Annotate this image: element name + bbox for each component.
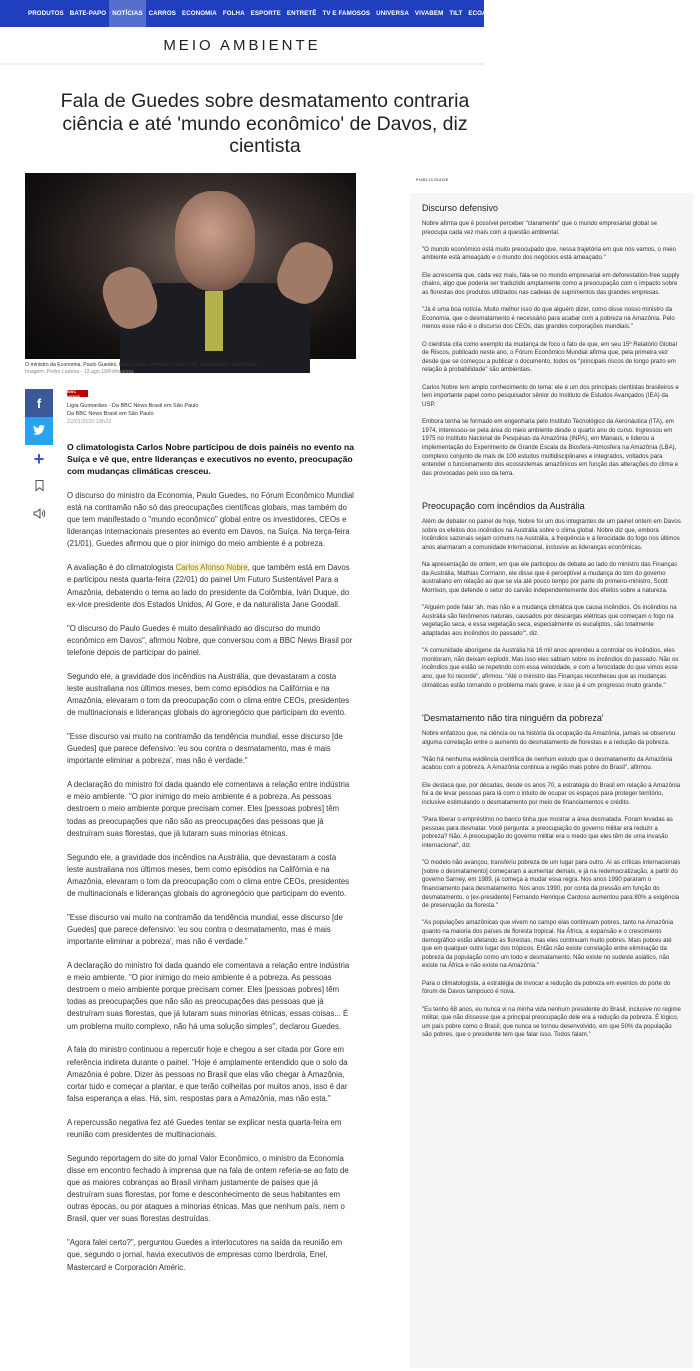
- twitter-share-button[interactable]: [25, 417, 53, 445]
- bookmark-icon: [35, 480, 44, 494]
- article-paragraph: A declaração do ministro foi dada quando ele comentava a relação entre indústria e meio ambiente. "O pior inimigo do meio ambiente é a pobreza. As pessoas destroem o meio ambiente porque precisam comer. Eles [pessoas pobres] têm todas as preocupações que não são as preocupações das pessoas que já destruíram suas florestas, que já lutaram suas minorias étnicas.: [67, 780, 350, 838]
- nav-item[interactable]: TILT: [449, 10, 463, 17]
- article-paragraph: "As populações amazônicas que vivem no campo elas continuam pobres, tanto na Amazônia quanto na maioria dos países de floresta tropical. Na África, a expansão e o crescimento demográfico estão afetando as florestas, mas eles continuam muito pobres. Mais pobres até que em qualquer outro lugar dos trópicos. Então não existe correlação entre eliminação da pobreza da população como um todo e desmatamento. Não existe no sudeste asiático, não existe na África e não existe na Amazônia.": [422, 919, 674, 970]
- article-paragraph: A repercussão negativa fez até Guedes tentar se explicar nesta quarta-feira em reunião com presidentes de multinacionais.: [67, 1117, 342, 1139]
- nav-item[interactable]: NOTÍCIAS: [109, 0, 145, 27]
- subheading: 'Desmatamento não tira ninguém da pobreza': [422, 712, 604, 723]
- article-paragraph: A fala do ministro continuou a repercutir hoje e chegou a ser citada por Gore em referência indireta durante o painel. "Hoje é amplamente entendido que o solo da Amazônia é pobre. Dizer às pessoas no Brasil que elas vão chegar à Amazônia, cortar tudo e começar a plantar, e que terão colheitas por muitos anos, isso é dar falsa esperança a elas. Há, sim, respostas para a Amazônia, mas não esta.": [67, 1045, 348, 1103]
- article-paragraph: "O mundo econômico está muito preocupado que, nessa trajetória em que nós vamos, o meio ambiente está ameaçado e o mundo dos negócios está ameaçado.": [422, 245, 676, 262]
- advertising-label: PUBLICIDADE: [416, 177, 449, 182]
- article-paragraph: "Agora falei certo?", perguntou Guedes a interlocutores na saída da reunião em que, segundo o jornal, havia executivos de empresas como Iberdrola, Enel, Mastercard e Corporación Améric.: [67, 1238, 343, 1272]
- nav-item[interactable]: ENTRETÊ: [286, 10, 317, 17]
- photo-figure-head: [175, 191, 255, 291]
- nav-item[interactable]: MOV: [492, 10, 508, 17]
- nav-item[interactable]: + CANAIS: [513, 10, 543, 17]
- article-paragraph: "Eu tenho 68 anos, eu nunca vi na minha vida nenhum presidente do Brasil, inclusive no regime militar, que não dissesse que a principal preocupação dele era a redução da pobreza. É lógico, um país pobre como o Brasil, que nunca se tornou desenvolvido, em que 50% da população são pobres, que o presidente tem que falar isso. Todos falam.": [422, 1005, 681, 1039]
- nav-item[interactable]: BATE-PAPO: [69, 10, 107, 17]
- article-paragraph: "Não há nenhuma evidência científica de nenhum estudo que o desmatamento da Amazônia acabou com a pobreza. A Amazônia continua a região mais pobre do Brasil", afirmou.: [422, 755, 673, 772]
- article-photo: [25, 173, 356, 359]
- nav-item[interactable]: PRODUTOS: [28, 10, 64, 17]
- article-paragraph: Ele destaca que, por décadas, desde os anos 70, a estratégia do Brasil em relação à Amazônia foi a de levar pessoas para lá com o intuito de ocupar os espaços para proteger território, inclusive estimulando o desmatamento por meio de financiamentos e crédito.: [422, 781, 681, 806]
- paragraph-text: , que também está em Davos e participou nesta quarta-feira (22/01) do painel Um Futuro Sustentável Para a Amazônia, debatendo o tema ao lado do presidente da Colômbia, Iván Duque, do ex-vice presidente dos Estados Unidos, Al Gore, e da naturalista Jane Goodall.: [67, 563, 350, 609]
- bbc-news-logo: BBC NEWS: [67, 390, 88, 397]
- article-paragraph: Nobre afirma que é possível perceber "claramente" que o mundo empresarial global se preocupa cada vez mais com a questão ambiental.: [422, 220, 657, 236]
- speaker-icon: [33, 508, 46, 522]
- article-paragraph: Carlos Nobre tem amplo conhecimento do tema: ele é um dos principais cientistas brasileiros e tem importante papel como pesquisador sênior do Instituto de Estudos Avançados (IEA) da USP.: [422, 383, 679, 408]
- nav-item[interactable]: ESPORTE: [250, 10, 281, 17]
- top-navigation-bar: [0, 0, 543, 27]
- byline-author: Ligia Guimarães - Da BBC News Brasil em São Paulo: [67, 403, 199, 409]
- article-paragraph: Embora tenha se formado em engenharia pelo Instituto Tecnológico da Aeronáutica (ITA), em 1974, interessou-se pela área do meio ambiente desde o quarto ano do curso. Ingressou em 1975 no Instituto Nacional de Pesquisas da Amazônia (INPA), em Manaus, e liderou a implementação do Experimento de Grande Escala da Biosfera-Atmosfera na Amazônia (LBA), complexo conjunto de mais de 100 estudos multidisciplinares e integrados, voltados para entender o funcionamento dos ecossistemas amazônicos em função das alterações do clima e das provocadas pelo uso da terra.: [422, 418, 679, 477]
- nav-item[interactable]: ECONOMIA: [181, 10, 217, 17]
- article-paragraph: O cientista cita como exemplo da mudança de foco o fato de que, em seu 15º Relatório Global de Riscos, publicado neste ano, o Fórum Econômico Mundial afirma que, pela primeira vez desde que se começou a publicar o documento, todos os "principais riscos de longo prazo em relação à probabilidade" são ambientais.: [422, 340, 677, 374]
- nav-item[interactable]: UNIVERSA: [376, 10, 409, 17]
- article-paragraph: Segundo reportagem do site do jornal Valor Econômico, o ministro da Economia disse em encontro fechado à imprensa que na fala de ontem referia-se ao fato de que as maiores cobranças ao Brasil vinham justamente de países que já destruíram suas florestas, por fome e desconhecimento de seus habitantes em outras épocas, ou por ataques a minorias étnicas. Mas que nenhum país, nem o Brasil, quer ver suas florestas destruídas.: [67, 1153, 349, 1224]
- article-paragraph: Além de debater no painel de hoje, Nobre foi um dos integrantes de um painel ontem em Davos sobre os efeitos dos incêndios na Austrália sobre o clima global. Nobre diz que, embora incêndios sazonais sejam comuns na Austrália, a frequência e a ferocidade do fogo nos últimos anos alarmaram a comunidade internacional, inclusive as lideranças econômicas.: [422, 518, 681, 551]
- article-headline: Fala de Guedes sobre desmatamento contraria ciência e até 'mundo econômico' de Davos, diz cientista: [60, 90, 470, 157]
- article-paragraph: Segundo ele, a gravidade dos incêndios na Austrália, que devastaram a costa leste australiana nos últimos meses, bem como episódios na Califórnia e na Amazônia, elevaram o tom da preocupação com o clima entre CEOs, presidentes de multinacionais e lideranças globais do agronegócio que participam do evento.: [67, 852, 350, 898]
- paragraph-text: A avaliação é do climatologista: [67, 563, 176, 573]
- article-paragraph: "O discurso do Paulo Guedes é muito desalinhado ao discurso do mundo econômico em Davos", afirmou Nobre, que conversou com a BBC News Brasil por telefone depois de participar do painel.: [67, 623, 353, 657]
- article-paragraph: Nobre enfatizou que, na ciência ou na história da ocupação da Amazônia, jamais se observou alguma correlação entre o aumento do desmatamento de florestas e a redução da pobreza.: [422, 729, 676, 746]
- article-paragraph: "O modelo não avançou, transferiu pobreza de um lugar para outro. Aí as críticas internacionais [sobre o desmatamento] começaram a aumentar demais, e já na redemocratização, a partir do governo Sarney, em 1989, já começa a mudar essa regra. Nos anos 1990 pararam o financiamento para desmatamento. Nos anos 1990, por conta da pressão em função do desmatamento, o [ex-presidente] Fernando Henrique Cardoso aumentou para 80% a exigência de preservação da floresta.": [422, 859, 681, 910]
- subheading: Discurso defensivo: [422, 203, 499, 213]
- article-paragraph: "A comunidade aborígene da Austrália há 16 mil anos aprendeu a controlar os incêndios, eles monitoram, não deixam explodir. Mas isso eles sabiam sobre os incêndios do passado. Não os incêndios que estão se repetindo com essa velocidade, e com a ferocidade do que vimos esse ano, que foi recorde", afirmou. "Até o ministro das Finanças reconheceu que as mudanças climáticas estão tornando o problema mais grave, e isso já é um progresso muito grande.": [422, 647, 679, 689]
- plus-icon: +: [33, 448, 45, 469]
- nav-item[interactable]: FOLHA: [222, 10, 245, 17]
- article-paragraph: A declaração do ministro foi dada quando ele comentava a relação entre indústria e meio ambiente. "O pior inimigo do meio ambiente é a pobreza. As pessoas destroem o meio ambiente porque precisam comer. Eles [pessoas pobres] têm todas as preocupações que não são as preocupações das pessoas que já destruíram suas florestas, que já lutaram suas minorias étnicas, essas coisas... É um problema muito complexo, não há uma solução simples", declarou Guedes.: [67, 961, 350, 1031]
- subheading: Preocupação com incêndios da Austrália: [422, 501, 585, 512]
- article-paragraph: O discurso do ministro da Economia, Paulo Guedes, no Fórum Econômico Mundial está na contramão não só das preocupações científicas globais, mas também do que tem manifestado o "mundo econômico" global entre os investidores, CEOs e lideranças internacionais presentes ao evento em Davos, na Suíça. Na terça-feira (21/01), Guedes afirmou que o pior inimigo do meio ambiente é a pobreza.: [67, 491, 354, 549]
- photo-credit: Imagem: Pedro Ladeira - 12.ago.19/Folhapress: [25, 368, 135, 375]
- article-paragraph: "Esse discurso vai muito na contramão da tendência mundial, esse discurso [de Guedes] que parece defensivo: 'eu sou contra o desmatamento, mas é mais importante eliminar a pobreza', mas não é verdade.": [67, 732, 343, 766]
- nav-item[interactable]: CARROS: [148, 10, 176, 17]
- article-paragraph: Na apresentação de ontem, em que ele participou de debate ao lado do ministro das Finanças da Austrália, Mathias Cormann, ele disse que é perceptível a mudança do tom do governo australiano em relação ao que se via até pouco tempo por parte do primeiro-ministro, Scott Morrison, que defende o setor do carvão independentemente dos efeitos sobre a natureza.: [422, 561, 678, 594]
- facebook-share-button[interactable]: [25, 389, 53, 417]
- twitter-icon: [33, 425, 45, 438]
- article-body: [67, 490, 354, 1286]
- audio-button[interactable]: [25, 501, 53, 529]
- photo-caption: [25, 362, 356, 375]
- nav-item[interactable]: TV E FAMOSOS: [322, 10, 371, 17]
- article-paragraph: "Alguém pode falar 'ah, mas não é a mudança climática que causa incêndios. Os incêndios na Austrália são fenômenos naturais, causados por descargas elétricas que começam o fogo na vegetação seca, e essa vegetação seca, especialmente os eucaliptos, são totalmente adaptadas aos incêndios do passado'", diz.: [422, 604, 677, 637]
- more-share-button[interactable]: [25, 445, 53, 473]
- bookmark-button[interactable]: [25, 473, 53, 501]
- article-lead: O climatologista Carlos Nobre participou de dois painéis no evento na Suíça e vê que, entre lideranças e executivos no evento, preocupação com mudanças climáticas cresceu.: [67, 442, 354, 477]
- nav-list: [0, 0, 543, 27]
- section-header: [0, 27, 484, 65]
- nav-item[interactable]: ECOA: [468, 10, 487, 17]
- article-paragraph: "Esse discurso vai muito na contramão da tendência mundial, esse discurso [de Guedes] que parece defensivo: 'eu sou contra o desmatamento, mas é mais importante eliminar a pobreza', mas não é verdade.": [67, 912, 343, 947]
- section-spacer: [422, 487, 681, 501]
- section-title[interactable]: MEIO AMBIENTE: [163, 37, 321, 54]
- highlighted-name-link[interactable]: Carlos Afonso Nobre: [175, 563, 248, 573]
- nav-item[interactable]: VIVABEM: [414, 10, 444, 17]
- article-body-continued: [410, 193, 693, 1368]
- article-paragraph: [67, 562, 354, 610]
- photo-figure-tie: [205, 291, 223, 351]
- photo-caption-text: O ministro da Economia, Paulo Guedes, fala durante seminário sobre a MP da Liberdade Econômica: [25, 362, 258, 368]
- article-paragraph: "Já é uma boa notícia. Muito melhor isso do que alguém dizer, como disse nosso ministro da Economia, que o desmatamento é necessário para acabar com a pobreza na Amazônia. Pelo menos esse não é o discurso dos CEOs, das grandes corporações mundiais.": [422, 306, 675, 331]
- article-paragraph: Para o climatologista, a estratégia de invocar a redução da pobreza em eventos do porte do fórum de Davos tampouco é nova.: [422, 979, 671, 996]
- article-paragraph: Segundo ele, a gravidade dos incêndios na Austrália, que devastaram a costa leste australiana nos últimos meses, bem como episódios na Califórnia e na Amazônia, elevaram o tom da preocupação com o clima entre CEOs, presidentes de multinacionais e lideranças globais do agronegócio que participam do evento.: [67, 671, 350, 718]
- facebook-icon: f: [36, 395, 42, 411]
- byline: [67, 403, 347, 426]
- article-paragraph: Ele acrescenta que, cada vez mais, fala-se no mundo empresarial em deforestation-free supply chains, algo que poderia ser traduzido amplamente como a preocupação com o impacto sobre as florestas dos produtos utilizados nas cadeias de suprimentos das grandes empresas.: [422, 271, 680, 296]
- byline-source: Da BBC News Brasil em São Paulo: [67, 410, 154, 417]
- article-paragraph: "Para liberar o empréstimo no banco tinha que mostrar a área desmatada. Foram levadas as pessoas para desmatar. Você pergunta: a preocupação do governo militar era reduzir a pobreza? Não. A preocupação do governo militar era o medo que eles têm de uma invasão internacional", diz.: [422, 816, 673, 849]
- share-toolbar: [25, 389, 53, 529]
- byline-date: 22/01/2020 18h22: [67, 418, 112, 425]
- section-spacer: [422, 699, 681, 713]
